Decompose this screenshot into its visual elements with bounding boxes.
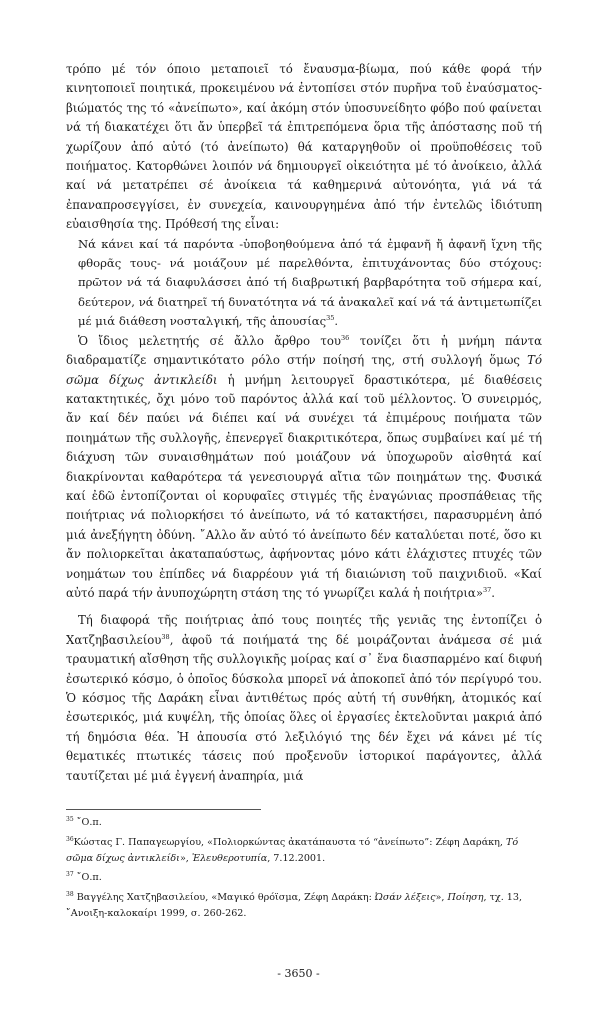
footnote-number: 37 [66, 871, 74, 879]
paragraph-2 [66, 332, 542, 604]
footnote-number: 38 [66, 891, 74, 899]
p3-text-b: , ἀφοῦ τά ποιήματά της δέ μοιράζονται ἀνάμεσα σέ μιά τραυματική αἴσθηση τῆς συλλογικῆς μοίρας καί σ᾿ ἕνα διασπαρμένο καί διφυή ἐσωτερικό κόσμο, ὁ ὁποῖος δύσκολα μπορεῖ νά ἀποκοπεῖ ἀπό τόν περίγυρό του. Ὁ κόσμος τῆς Δαράκη εἶναι ἀντιθέτως πρός αὐτή τή συνθήκη, ἀτομικός καί ἐσωτερικός, μιά κυψέλη, τῆς ὁποίας ὅλες οἱ ἐργασίες ἐκτελοῦνται μακριά ἀπό τή δημόσια θέα. Ἡ ἀπουσία στό λεξιλόγιό της δέν ἔχει νά κάνει μέ τίς θεματικές πτωτικές τάσεις πού προξενοῦν ἱστορικοί παράγοντες, ἀλλά ταυτίζεται μέ μιά ἐγγενή ἀναπηρία, μιά [66, 632, 542, 783]
footnote-36 [66, 835, 544, 867]
footnote-title: Τό σῶμα δίχως ἀντικλείδι [66, 836, 519, 864]
footnote-text: », [435, 892, 448, 904]
footnote-text: , 7.12.2001. [267, 852, 326, 864]
page-number: - 3650 - [277, 967, 320, 980]
footnote-text: », [179, 852, 192, 864]
footnote-separator [66, 809, 261, 810]
footnote-35 [66, 815, 544, 831]
footnotes [66, 815, 544, 926]
p3-text-a: Τή διαφορά τῆς ποιήτριας ἀπό τους ποιητές τῆς γενιᾶς της ἐντοπίζει ὁ Χατζηβασιλείου [66, 613, 542, 647]
paragraph-3 [66, 611, 542, 786]
footnote-text: ῎Ο.π. [76, 872, 102, 884]
footnote-journal: Ποίηση [447, 892, 484, 904]
footnote-text: , τχ. 13, ῎Ανοιξη-καλοκαίρι 1999, σ. 260-262. [66, 892, 523, 919]
footnote-text: ῎Ο.π. [76, 817, 102, 828]
p2-book-title: Τό σῶμα δίχως ἀντικλείδι [66, 353, 542, 387]
footnote-ref-37: 37 [482, 585, 492, 594]
footnote-number: 36 [66, 835, 74, 843]
footnote-text: Κώστας Γ. Παπαγεωργίου, «Πολιορκώντας ἀκατάπαυστα τό “ἀνείπωτο”: Ζέφη Δαράκη, [73, 836, 507, 848]
block-quote: Νά κάνει καί τά παρόντα -ὑποβοηθούμενα ἀπό τά ἐμφανῆ ἤ ἀφανῆ ἴχνη τῆς φθορᾶς τους- νά μοιάζουν μέ παρελθόντα, ἐπιτυχάνοντας δύο στόχους: πρῶτον νά τά διαφυλάσσει ἀπό τή διαβρωτική βαρβαρότητα τοῦ σήμερα καί, δεύτερον, νά διατηρεῖ τή δυνατότητα νά τά ἀνακαλεῖ καί νά τά ἀντιμετωπίζει μέ μιά διάθεση νοσταλγική, τῆς ἀπουσίας$^{35}$. [78, 236, 542, 329]
footnote-number: 35 [66, 816, 74, 823]
footnote-title: Ὠσάν λέξεις [374, 892, 436, 904]
p2-text-c: ἡ μνήμη λειτουργεῖ δραστικότερα, μέ διαθέσεις κατακτητικές, ὄχι μόνο τοῦ παρόντος ἀλλά καί τοῦ μέλλοντος. Ὁ συνειρμός, ἄν καί δέν παύει νά διέπει καί νά συνέχει τά ἐπιμέρους ποιήματα τῶν ποιημάτων τῆς συλλογῆς, ἐπενεργεῖ διακριτικότερα, ὅπως συμβαίνει καί μέ τή διάχυση τῶν συναισθημάτων πού μοιάζουν νά ὑποχωροῦν αἰσθητά καί διακρίνονται καθαρότερα τά γενεσιουργά αἴτια τῶν ποιημάτων της. Φυσικά καί ἐδῶ ἐντοπίζονται οἱ κορυφαῖες στιγμές τῆς ἐναγώνιας προσπάθειας τῆς ποιήτριας νά πολιορκήσει τό ἀνείπωτο, νά τό κατακτήσει, παρασυρμένη ἀπό μιά ἀνεξήγητη ὀδύνη. ῎Αλλο ἄν αὐτό τό ἀνείπωτο δέν καταλύεται ποτέ, ὅσο κι ἄν πολιορκεῖται ἀκαταπαύστως, ἀφήνοντας μόνο κάτι ἐλάχιστες πτυχές τῶν νοημάτων του ἐπίπδες νά διαρρέουν γιά τή διαιώνιση τοῦ παιχνιδιοῦ. «Καί αὐτό παρά τήν ἀνυποχώρητη στάση της τό γνωρίζει καλά ἡ ποιήτρια» [66, 372, 542, 600]
footnote-ref-36: 36 [341, 333, 350, 342]
footnote-37 [66, 870, 544, 886]
p2-text-a: Ὁ ἴδιος μελετητής σέ ἄλλο ἄρθρο του [78, 333, 342, 348]
p2-text-b: τονίζει ὅτι ἡ μνήμη πάντα διαδραματίζε σημαντικότατο ρόλο στήν ποίησή της, στή συλλογή ὅμως [66, 333, 542, 368]
paragraph-1: τρόπο μέ τόν όποιο μεταποιεῖ τό ἔναυσμα-βίωμα, πού κάθε φορά τήν κινητοποιεῖ ποιητικά, προκειμένου νά ἐντοπίσει στόν πυρῆνα τοῦ ἐναύσματος-βιώματός της τό «ἀνείπωτο», καί ἀκόμη στόν ὑποσυνείδητο φόβο πού φαίνεται νά τή διακατέχει ὅτι ἄν ὑπερβεῖ τά ἐπιτρεπόμενα ὅρια τῆς ἀπόστασης ποῦ τή χωρίζουν ἀπό αὐτό (τό ἀνείπωτο) θά καταργηθοῦν οἱ προϋποθέσεις τοῦ ποιήματος. Κατορθώνει λοιπόν νά δημιουργεῖ οἰκειότητα μέ τό ἀνοίκειο, ἀλλά καί νά μετατρέπει σέ ἀνοίκεια τά καθημερινά αὐτονόητα, γιά νά τά ἐπαναπροσεγγίσει, ἐν συνεχεία, καινουργημένα ἀπό τήν ἐντελῶς ἰδιότυπη εὐαισθησία της. Πρόθεσή της εἶναι: [66, 62, 542, 232]
footnote-ref-38: 38 [161, 632, 170, 641]
p2-end: . [491, 585, 495, 600]
main-text [66, 60, 542, 786]
footnote-38 [66, 890, 544, 922]
footnote-journal: Ἐλευθεροτυπία [191, 852, 268, 864]
footnote-ref-35: 35 [326, 314, 335, 323]
footnote-text: Βαγγέλης Χατζηβασιλείου, «Μαγικό θρόϊσμα, Ζέφη Δαράκη: [76, 892, 375, 904]
quote-text: Νά κάνει καί τά παρόντα -ὑποβοηθούμενα ἀπό τά ἐμφανῆ ἤ ἀφανῆ ἴχνη τῆς φθορᾶς τους- νά μοιάζουν μέ παρελθόντα, ἐπιτυχάνοντας δύο στόχους: πρῶτον νά τά διαφυλάσσει ἀπό τή διαβρωτική βαρβαρότητα τοῦ σήμερα καί, δεύτερον, νά διατηρεῖ τή δυνατότητα νά τά ἀνακαλεῖ καί νά τά ἀντιμετωπίζει μέ μιά διάθεση νοσταλγική, τῆς ἀπουσίας [78, 236, 542, 329]
